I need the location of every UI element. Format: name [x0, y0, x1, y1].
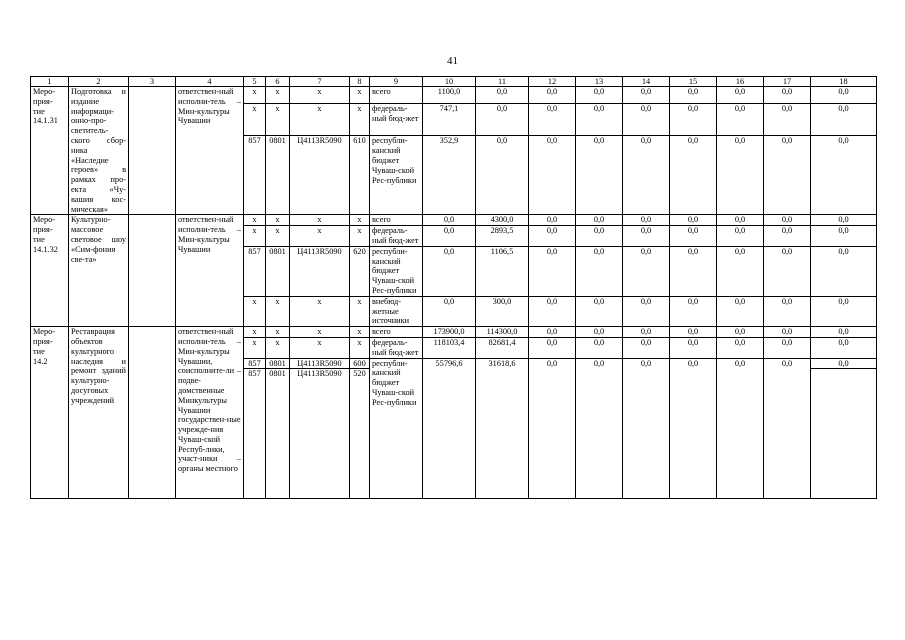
- amount-cell: 0,0: [764, 246, 811, 296]
- amount-cell: 0,0: [764, 104, 811, 136]
- amount-cell: 0,0: [576, 215, 623, 226]
- amount-cell: 0,0: [717, 327, 764, 338]
- amount-cell: 82681,4: [476, 337, 529, 358]
- code-cell: x: [266, 337, 290, 358]
- amount-cell: 0,0: [529, 87, 576, 104]
- header-cell: 1: [31, 77, 69, 87]
- amount-cell: 31618,6: [476, 358, 529, 498]
- amount-cell: 0,0: [576, 358, 623, 498]
- amount-cell: 0,0: [811, 136, 877, 215]
- empty-cell: [129, 215, 176, 327]
- amount-cell: 0,0: [623, 104, 670, 136]
- code-cell: x: [290, 327, 350, 338]
- amount-cell: 0,0: [811, 296, 877, 326]
- funding-source: внебюд-жетные источники: [370, 296, 423, 326]
- code-cell: x: [290, 104, 350, 136]
- header-cell: 3: [129, 77, 176, 87]
- header-cell: 5: [244, 77, 266, 87]
- funding-source: всего: [370, 215, 423, 226]
- code-cell: 0801: [266, 136, 290, 215]
- amount-cell: 0,0: [670, 104, 717, 136]
- header-cell: 6: [266, 77, 290, 87]
- amount-cell: 0,0: [764, 215, 811, 226]
- header-cell: 13: [576, 77, 623, 87]
- code-cell: [244, 358, 266, 498]
- amount-cell: 0,0: [623, 215, 670, 226]
- funding-source: республи-канский бюджет Чуваш-ской Рес-публики: [370, 136, 423, 215]
- code-value: 0801: [269, 369, 286, 379]
- amount-cell: 0,0: [529, 104, 576, 136]
- funding-source: республи-канский бюджет Чуваш-ской Рес-публики: [370, 246, 423, 296]
- code-cell: x: [350, 87, 370, 104]
- amount-cell: 0,0: [623, 296, 670, 326]
- amount-cell: 300,0: [476, 296, 529, 326]
- amount-cell: 0,0: [670, 215, 717, 226]
- amount-cell: 0,0: [811, 337, 877, 358]
- amount-cell: [811, 358, 877, 498]
- code-cell: [350, 358, 370, 498]
- code-value: Ц4113R5090: [297, 369, 342, 379]
- amount-cell: 0,0: [623, 87, 670, 104]
- event-name: Реставрация объектов культурного наследия и ремонт зданий культурно-досуговых учреждений: [69, 327, 129, 498]
- header-cell: 14: [623, 77, 670, 87]
- code-cell: x: [266, 327, 290, 338]
- header-cell: 2: [69, 77, 129, 87]
- amount-cell: 0,0: [670, 327, 717, 338]
- amount-cell: 0,0: [764, 226, 811, 247]
- amount-cell: 0,0: [529, 358, 576, 498]
- event-id: Меро- прия- тие 14.1.32: [31, 215, 69, 327]
- amount-cell: 0,0: [423, 246, 476, 296]
- funding-source: всего: [370, 327, 423, 338]
- code-cell: 620: [350, 246, 370, 296]
- code-cell: 610: [350, 136, 370, 215]
- amount-cell: 0,0: [670, 87, 717, 104]
- amount-cell: 0,0: [811, 215, 877, 226]
- event-name: Подготовка и издание информаци-онно-про-светитель-ского сбор-ника «Наследие героев» в рамках про-екта «Чу-вашия кос-мическая»: [69, 87, 129, 215]
- amount-cell: 114300,0: [476, 327, 529, 338]
- header-cell: 11: [476, 77, 529, 87]
- header-cell: 4: [176, 77, 244, 87]
- amount-cell: 0,0: [764, 337, 811, 358]
- amount-cell: 0,0: [811, 327, 877, 338]
- amount-cell: 55796,6: [423, 358, 476, 498]
- amount-cell: 0,0: [576, 226, 623, 247]
- amount-cell: 0,0: [476, 87, 529, 104]
- amount-cell: 0,0: [576, 136, 623, 215]
- table-row: [31, 87, 877, 104]
- code-cell: Ц4113R5090: [290, 136, 350, 215]
- amount-cell: 0,0: [476, 104, 529, 136]
- amount-cell: 0,0: [529, 296, 576, 326]
- code-cell: 857: [244, 246, 266, 296]
- event-executor: ответствен-ный исполни-тель – Мин-культуры Чувашии: [176, 87, 244, 215]
- amount-cell: 0,0: [764, 358, 811, 498]
- code-cell: x: [290, 296, 350, 326]
- amount-cell: 118103,4: [423, 337, 476, 358]
- code-cell: x: [290, 215, 350, 226]
- page-number: 41: [447, 55, 458, 67]
- amount-cell: 0,0: [717, 226, 764, 247]
- code-cell: x: [244, 226, 266, 247]
- code-cell: x: [350, 104, 370, 136]
- funding-source: всего: [370, 87, 423, 104]
- code-cell: x: [266, 296, 290, 326]
- amount-cell: 0,0: [670, 136, 717, 215]
- code-value: Ц4113R5090: [290, 359, 349, 370]
- event-name: Культурно-массовое световое шоу «Сим-фония све-та»: [69, 215, 129, 327]
- amount-cell: 0,0: [717, 136, 764, 215]
- code-cell: x: [350, 226, 370, 247]
- amount-value: 0,0: [811, 359, 876, 370]
- amount-cell: 0,0: [764, 87, 811, 104]
- amount-cell: 173900,0: [423, 327, 476, 338]
- amount-cell: 0,0: [670, 337, 717, 358]
- header-cell: 12: [529, 77, 576, 87]
- code-cell: x: [266, 215, 290, 226]
- code-cell: x: [244, 327, 266, 338]
- empty-cell: [129, 327, 176, 498]
- amount-cell: 0,0: [811, 226, 877, 247]
- code-cell: x: [244, 87, 266, 104]
- amount-cell: 0,0: [529, 337, 576, 358]
- header-cell: 17: [764, 77, 811, 87]
- event-executor: ответствен-ный исполни-тель – Мин-культуры Чувашии: [176, 215, 244, 327]
- code-value: 0801: [266, 359, 289, 370]
- amount-cell: 0,0: [576, 87, 623, 104]
- code-cell: x: [290, 226, 350, 247]
- amount-cell: 0,0: [576, 246, 623, 296]
- table-row: [31, 327, 877, 338]
- code-cell: x: [266, 87, 290, 104]
- code-value: 600: [350, 359, 369, 370]
- amount-cell: 0,0: [670, 358, 717, 498]
- header-cell: 15: [670, 77, 717, 87]
- code-cell: Ц4113R5090: [290, 246, 350, 296]
- amount-cell: 0,0: [576, 337, 623, 358]
- header-cell: 10: [423, 77, 476, 87]
- code-cell: x: [350, 296, 370, 326]
- empty-cell: [129, 87, 176, 215]
- amount-cell: 0,0: [476, 136, 529, 215]
- header-cell: 7: [290, 77, 350, 87]
- amount-cell: 0,0: [576, 104, 623, 136]
- code-cell: x: [290, 337, 350, 358]
- funding-source: федераль-ный бюд-жет: [370, 337, 423, 358]
- code-cell: 0801: [266, 246, 290, 296]
- header-row: [31, 77, 877, 87]
- code-cell: [290, 358, 350, 498]
- amount-cell: 0,0: [717, 104, 764, 136]
- amount-cell: 0,0: [623, 226, 670, 247]
- amount-cell: 0,0: [529, 327, 576, 338]
- amount-cell: 0,0: [623, 327, 670, 338]
- code-value: 857: [244, 359, 265, 370]
- code-cell: x: [244, 215, 266, 226]
- amount-cell: 0,0: [717, 337, 764, 358]
- code-cell: 857: [244, 136, 266, 215]
- amount-cell: 1106,5: [476, 246, 529, 296]
- amount-cell: 0,0: [576, 327, 623, 338]
- amount-cell: 0,0: [811, 104, 877, 136]
- amount-cell: 4300,0: [476, 215, 529, 226]
- amount-cell: 0,0: [529, 246, 576, 296]
- funding-source: федераль-ный бюд-жет: [370, 104, 423, 136]
- amount-cell: 0,0: [529, 226, 576, 247]
- header-cell: 8: [350, 77, 370, 87]
- code-cell: x: [266, 226, 290, 247]
- event-id: Меро- прия- тие 14.2: [31, 327, 69, 498]
- code-value: 857: [248, 369, 261, 379]
- amount-cell: 0,0: [423, 226, 476, 247]
- code-cell: x: [244, 337, 266, 358]
- funding-source: федераль-ный бюд-жет: [370, 226, 423, 247]
- table-row: [31, 215, 877, 226]
- amount-cell: 0,0: [811, 246, 877, 296]
- amount-cell: 0,0: [717, 215, 764, 226]
- budget-table: [30, 76, 877, 499]
- header-cell: 18: [811, 77, 877, 87]
- code-cell: x: [350, 215, 370, 226]
- amount-cell: 0,0: [717, 358, 764, 498]
- amount-cell: 2893,5: [476, 226, 529, 247]
- amount-cell: 0,0: [764, 296, 811, 326]
- amount-cell: 352,9: [423, 136, 476, 215]
- code-cell: x: [266, 104, 290, 136]
- code-cell: x: [290, 87, 350, 104]
- amount-cell: 0,0: [623, 358, 670, 498]
- amount-cell: 0,0: [811, 87, 877, 104]
- event-executor: ответствен-ный исполни-тель – Мин-культуры Чувашии, соисполните-ли – подве-домственные Минкультуры Чувашии государствен-ные учрежде-ния Чуваш-ской Респуб-лики, участ-ники – органы местного: [176, 327, 244, 498]
- amount-cell: 0,0: [529, 136, 576, 215]
- code-cell: [266, 358, 290, 498]
- amount-cell: 0,0: [623, 246, 670, 296]
- code-value: 520: [353, 369, 366, 379]
- amount-cell: 0,0: [623, 136, 670, 215]
- amount-cell: 747,1: [423, 104, 476, 136]
- event-id: Меро- прия- тие 14.1.31: [31, 87, 69, 215]
- amount-cell: 0,0: [717, 87, 764, 104]
- header-cell: 9: [370, 77, 423, 87]
- amount-cell: 0,0: [670, 226, 717, 247]
- funding-source: республи-канский бюджет Чуваш-ской Рес-публики: [370, 358, 423, 498]
- header-cell: 16: [717, 77, 764, 87]
- amount-cell: 0,0: [529, 215, 576, 226]
- amount-cell: 0,0: [670, 296, 717, 326]
- code-cell: x: [244, 104, 266, 136]
- amount-cell: 0,0: [423, 215, 476, 226]
- amount-cell: 0,0: [423, 296, 476, 326]
- amount-cell: 0,0: [717, 296, 764, 326]
- amount-cell: 0,0: [623, 337, 670, 358]
- amount-cell: 0,0: [576, 296, 623, 326]
- amount-cell: 0,0: [717, 246, 764, 296]
- code-cell: x: [350, 337, 370, 358]
- amount-cell: 0,0: [764, 136, 811, 215]
- code-cell: x: [350, 327, 370, 338]
- amount-cell: 0,0: [764, 327, 811, 338]
- amount-cell: 0,0: [670, 246, 717, 296]
- code-cell: x: [244, 296, 266, 326]
- amount-cell: 1100,0: [423, 87, 476, 104]
